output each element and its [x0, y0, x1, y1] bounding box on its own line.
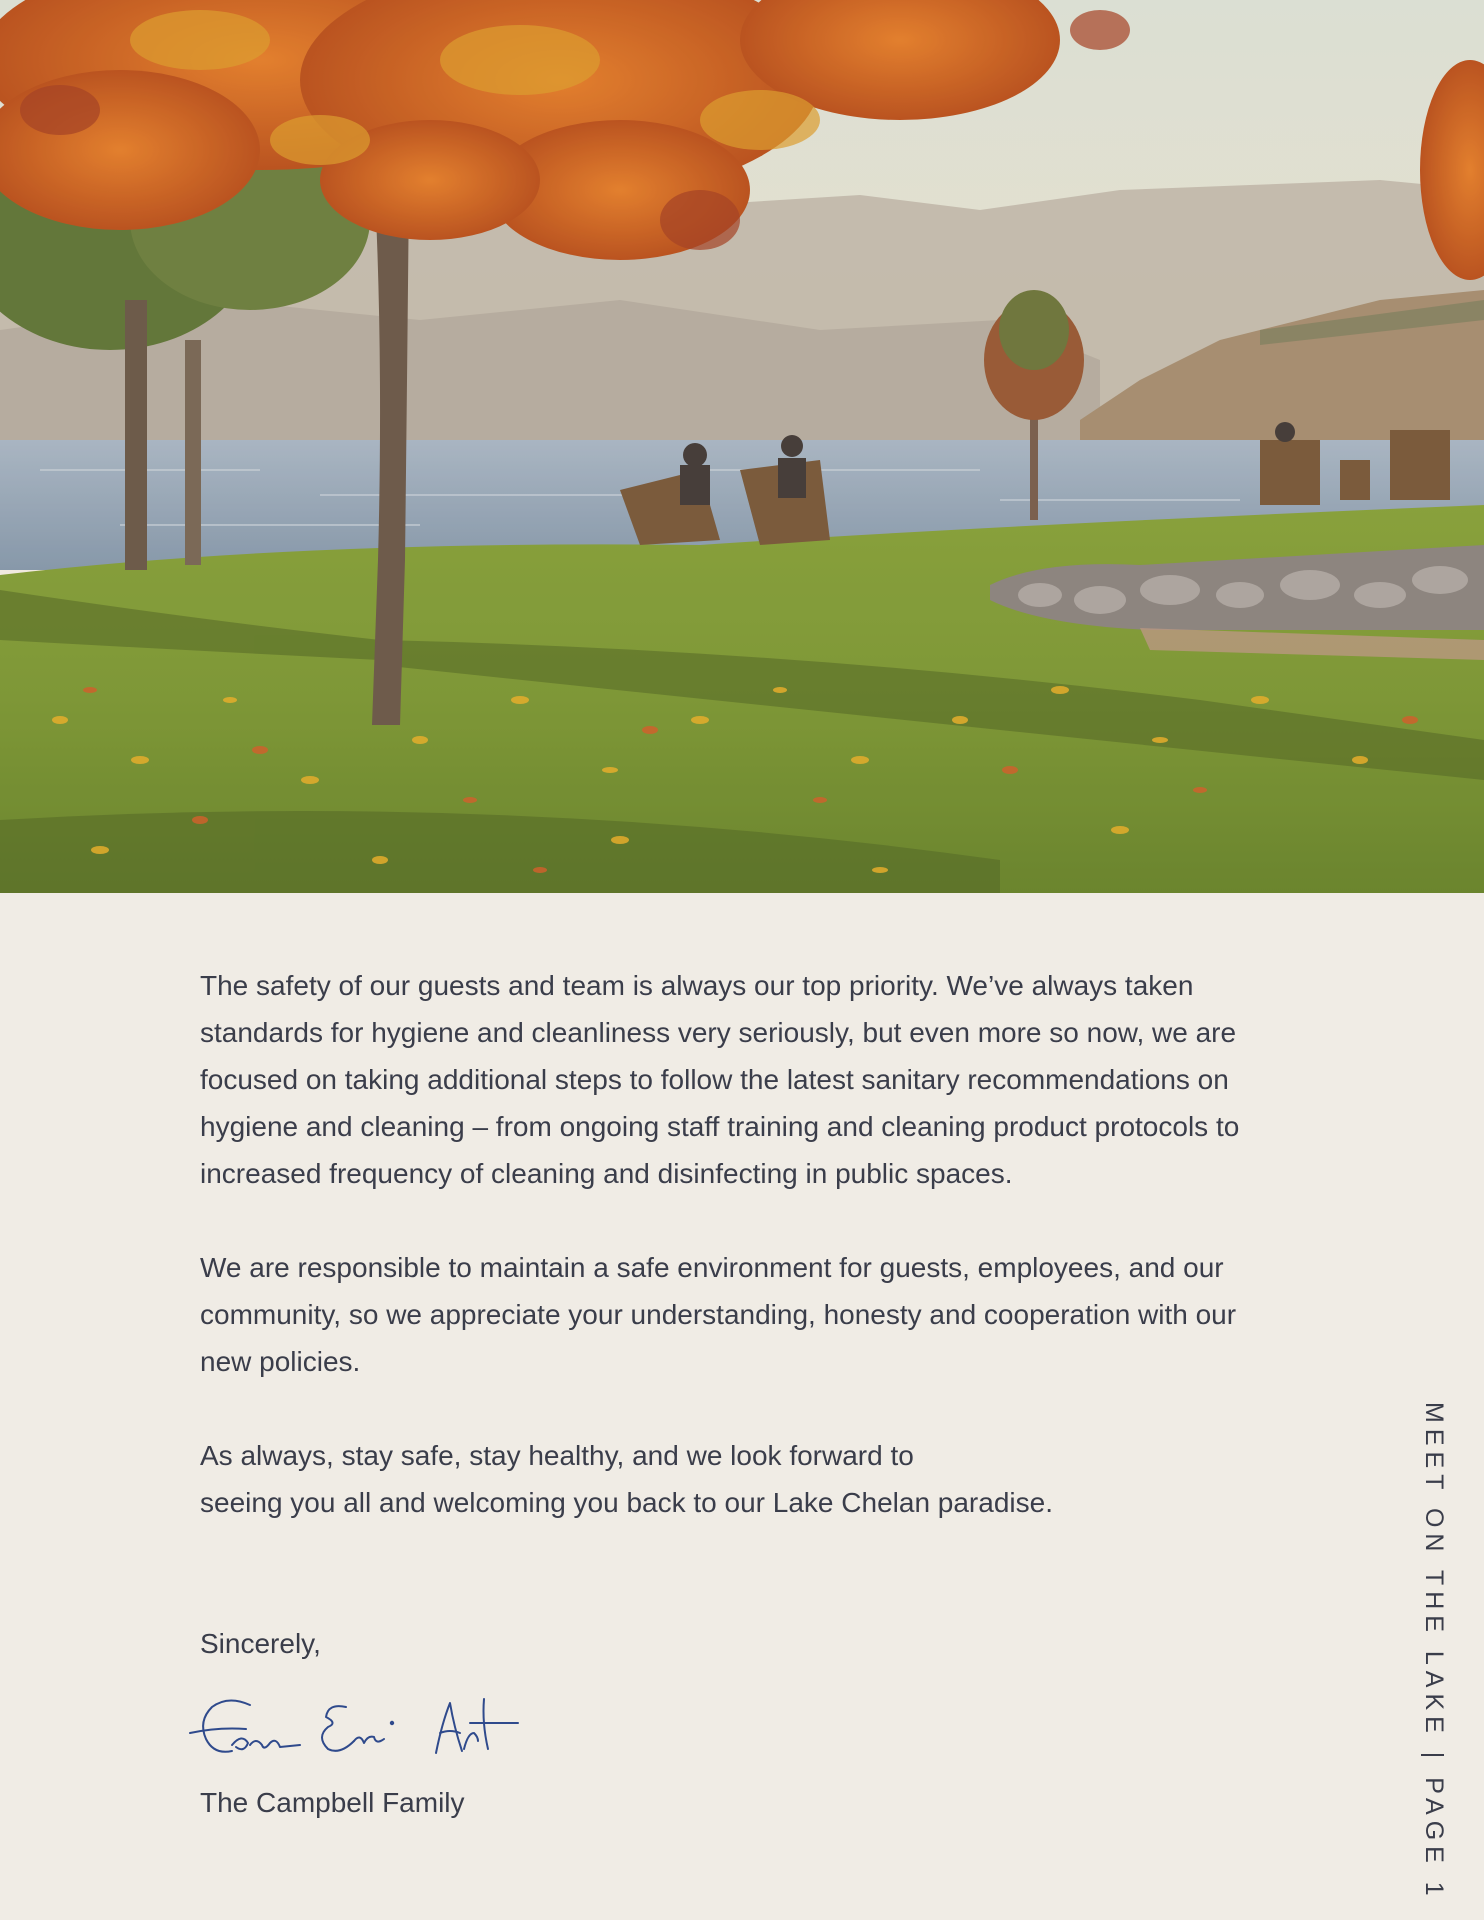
closing-text: Sincerely,	[200, 1628, 321, 1659]
letter-body	[200, 962, 1290, 1826]
closing-block	[200, 1620, 1290, 1826]
page-side-label: MEET ON THE LAKE | PAGE 1	[1420, 1402, 1448, 1902]
hero-photo	[0, 0, 1484, 893]
letter-paragraph	[200, 1432, 1290, 1526]
letter-paragraph: The safety of our guests and team is always our top priority. We’ve always taken standards for hygiene and cleanliness very seriously, but even more so now, we are focused on taking additional steps to follow the latest sanitary recommendations on hygiene and cleaning – from ongoing staff training and cleaning product protocols to increased frequency of cleaning and disinfecting in public spaces.	[200, 970, 1240, 1189]
letter-paragraph-line: As always, stay safe, stay healthy, and we look forward to	[200, 1440, 914, 1471]
signatory-name: The Campbell Family	[200, 1787, 465, 1818]
letter-paragraph: We are responsible to maintain a safe environment for guests, employees, and our community, so we appreciate your understanding, honesty and cooperation with our new policies.	[200, 1252, 1237, 1377]
lakeside-autumn-photo	[0, 0, 1484, 893]
handwritten-signature	[188, 1693, 528, 1791]
letter-paragraph-line: seeing you all and welcoming you back to our Lake Chelan paradise.	[200, 1487, 1053, 1518]
